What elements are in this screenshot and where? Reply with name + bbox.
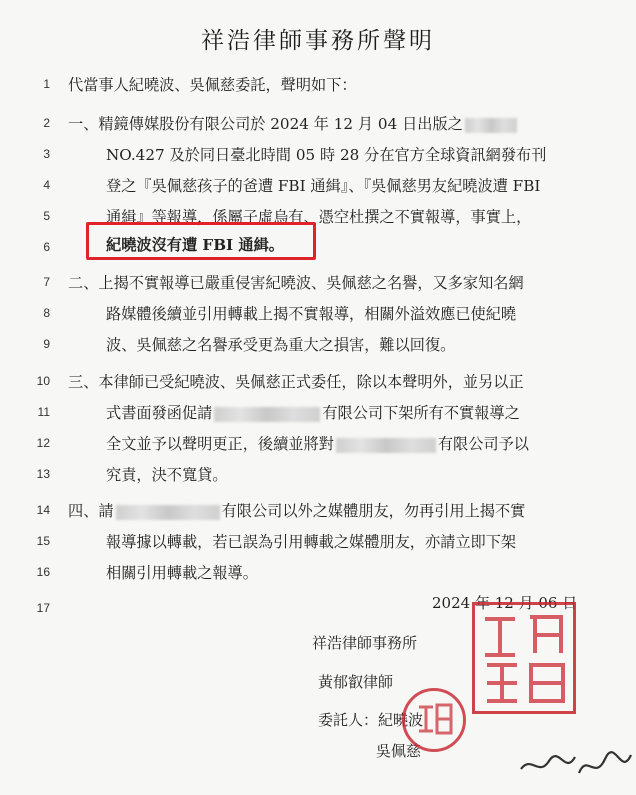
line-number: 13 xyxy=(36,467,50,481)
line-text xyxy=(106,433,529,454)
redacted-block xyxy=(116,505,220,520)
redacted-block xyxy=(465,118,517,133)
line-text-pre: 式書面發函促請 xyxy=(106,404,213,422)
highlight-box xyxy=(86,222,316,260)
line-number: 14 xyxy=(36,503,50,517)
lawyer-name: 黃郁叡律師 xyxy=(318,673,394,691)
line-text: 三、本律師已受紀曉波、吳佩慈正式委任，除以本聲明外，並另以正 xyxy=(68,373,524,391)
line-number: 9 xyxy=(43,337,50,351)
line-number: 12 xyxy=(36,436,50,450)
line-number: 5 xyxy=(43,209,50,223)
line-number: 16 xyxy=(36,565,50,579)
line-number: 6 xyxy=(43,240,50,254)
seal-pattern-icon xyxy=(475,605,573,711)
handwritten-signature xyxy=(498,712,636,795)
client-label: 委託人：紀曉波 xyxy=(318,711,424,729)
line-text-content: 一、精鏡傳媒股份有限公司於 2024 年 12 月 04 日出版之 xyxy=(68,115,463,133)
line-number: 15 xyxy=(36,534,50,548)
law-firm-name: 祥浩律師事務所 xyxy=(312,634,418,652)
line-text-pre: 全文並予以聲明更正，後續並將對 xyxy=(106,435,334,453)
line-text: 相關引用轉載之報導。 xyxy=(106,564,258,582)
redacted-block xyxy=(214,407,320,422)
line-text-post: 有限公司以外之媒體朋友，勿再引用上揭不實 xyxy=(221,502,526,520)
line-text: 登之『吳佩慈孩子的爸遭 FBI 通緝』、『吳佩慈男友紀曉波遭 FBI xyxy=(106,177,541,195)
document-title: 祥浩律師事務所聲明 xyxy=(201,28,435,54)
line-number: 7 xyxy=(43,275,50,289)
lawyer-seal-stamp xyxy=(472,602,576,714)
line-text: 二、上揭不實報導已嚴重侵害紀曉波、吳佩慈之名譽，又多家知名網 xyxy=(68,274,524,292)
line-number: 11 xyxy=(37,405,50,419)
redacted-block xyxy=(336,438,436,453)
line-text-post: 有限公司下架所有不實報導之 xyxy=(322,404,520,422)
line-text: 代當事人紀曉波、吳佩慈委託，聲明如下： xyxy=(68,76,357,94)
line-text: 究責，決不寬貸。 xyxy=(106,466,228,484)
line-number: 2 xyxy=(43,116,50,130)
line-number: 4 xyxy=(43,178,50,192)
line-number: 17 xyxy=(36,601,50,615)
line-number: 8 xyxy=(43,306,50,320)
client-round-stamp xyxy=(402,688,466,752)
statement-date: 2024 年 12 月 06 日 xyxy=(432,594,578,612)
line-text xyxy=(68,500,525,521)
line-text: NO.427 及於同日臺北時間 05 時 28 分在官方全球資訊網發布刊 xyxy=(106,146,547,164)
line-number: 10 xyxy=(36,374,50,388)
line-text xyxy=(68,113,519,134)
line-text: 路媒體後續並引用轉載上揭不實報導，相關外溢效應已使紀曉 xyxy=(106,305,517,323)
line-number: 1 xyxy=(43,77,50,91)
line-text xyxy=(106,402,520,423)
line-text-post: 有限公司予以 xyxy=(437,435,529,453)
line-number: 3 xyxy=(43,147,50,161)
seal-pattern-icon xyxy=(405,691,463,749)
line-text: 波、吳佩慈之名譽承受更為重大之損害，難以回復。 xyxy=(106,336,456,354)
line-text: 通緝』等報導，係屬子虛烏有、憑空杜撰之不實報導，事實上， xyxy=(106,208,532,226)
line-text: 報導據以轉載，若已誤為引用轉載之媒體朋友，亦請立即下架 xyxy=(106,533,517,551)
highlighted-statement: 紀曉波沒有遭 FBI 通緝。 xyxy=(106,236,284,254)
line-text-pre: 四、請 xyxy=(68,502,114,520)
client-second-name: 吳佩慈 xyxy=(376,742,422,760)
signature-scribble-icon xyxy=(517,747,636,787)
